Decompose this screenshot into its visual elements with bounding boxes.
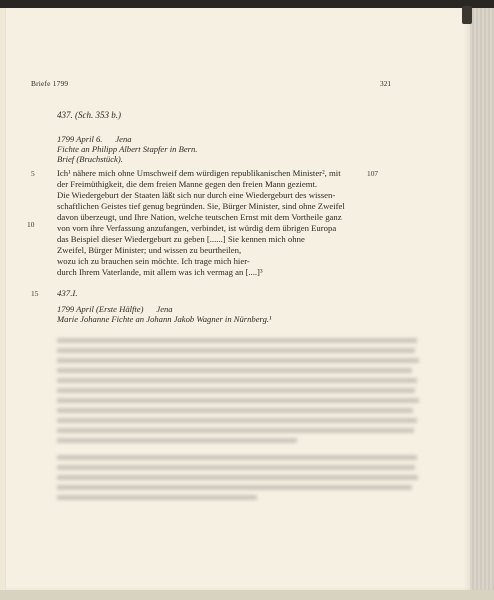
text-line: das Beispiel dieser Wiedergeburt zu geben [......] Sie kennen mich ohne	[57, 234, 305, 244]
letter-addressee: Marie Johanne Fichte an Johann Jakob Wagner in Nürnberg.¹	[57, 314, 272, 324]
page-bottom-edge	[0, 590, 494, 600]
page-number: 321	[380, 79, 392, 88]
text-line: von vorn ihre Verfassung anzufangen, verbindet, ist würdig dem übrigen Europa	[57, 223, 337, 233]
margin-reference: 107	[367, 169, 379, 178]
text-line: Zweifel, Bürger Minister; und wissen zu beurtheilen,	[57, 245, 242, 255]
letter-number: 437.I.	[57, 288, 78, 298]
text-line: durch Ihrem Vaterlande, mit allem was ich vermag an [....]³	[57, 267, 263, 277]
text-line: Die Wiedergeburt der Staaten läßt sich nur durch eine Wiedergeburt des wissen-	[57, 190, 336, 200]
text-line: wozu ich zu brauchen sein möchte. Ich trage mich hier-	[57, 256, 250, 266]
text-line: davon überzeugt, und Ihre Nation, welche teutschen Ernst mit dem Vortheile ganz	[57, 212, 342, 222]
letter-date-place: 1799 April 6. Jena	[57, 134, 132, 144]
page-clip	[462, 6, 472, 24]
line-number: 5	[31, 169, 35, 178]
line-number: 15	[31, 289, 39, 298]
text-line: der Freimüthigkeit, die dem freien Manne gegen den freien Mann geziemt.	[57, 179, 318, 189]
text-line: Ich¹ nähere mich ohne Umschweif dem würdigen republikanischen Minister², mit	[57, 168, 341, 178]
letter-type: Brief (Bruchstück).	[57, 154, 123, 164]
top-shadow	[0, 0, 494, 8]
letter-addressee: Fichte an Philipp Albert Stapfer in Bern.	[57, 144, 198, 154]
letter-date-place: 1799 April (Erste Hälfte) Jena	[57, 304, 173, 314]
book-cover-edge	[470, 0, 494, 600]
running-title: Briefe 1799	[31, 79, 69, 88]
text-line: schaftlichen Geistes tief genug begründen. Sie, Bürger Minister, sind ohne Zweifel	[57, 201, 345, 211]
letter-number: 437. (Sch. 353 b.)	[57, 110, 121, 120]
line-number: 10	[27, 220, 35, 229]
